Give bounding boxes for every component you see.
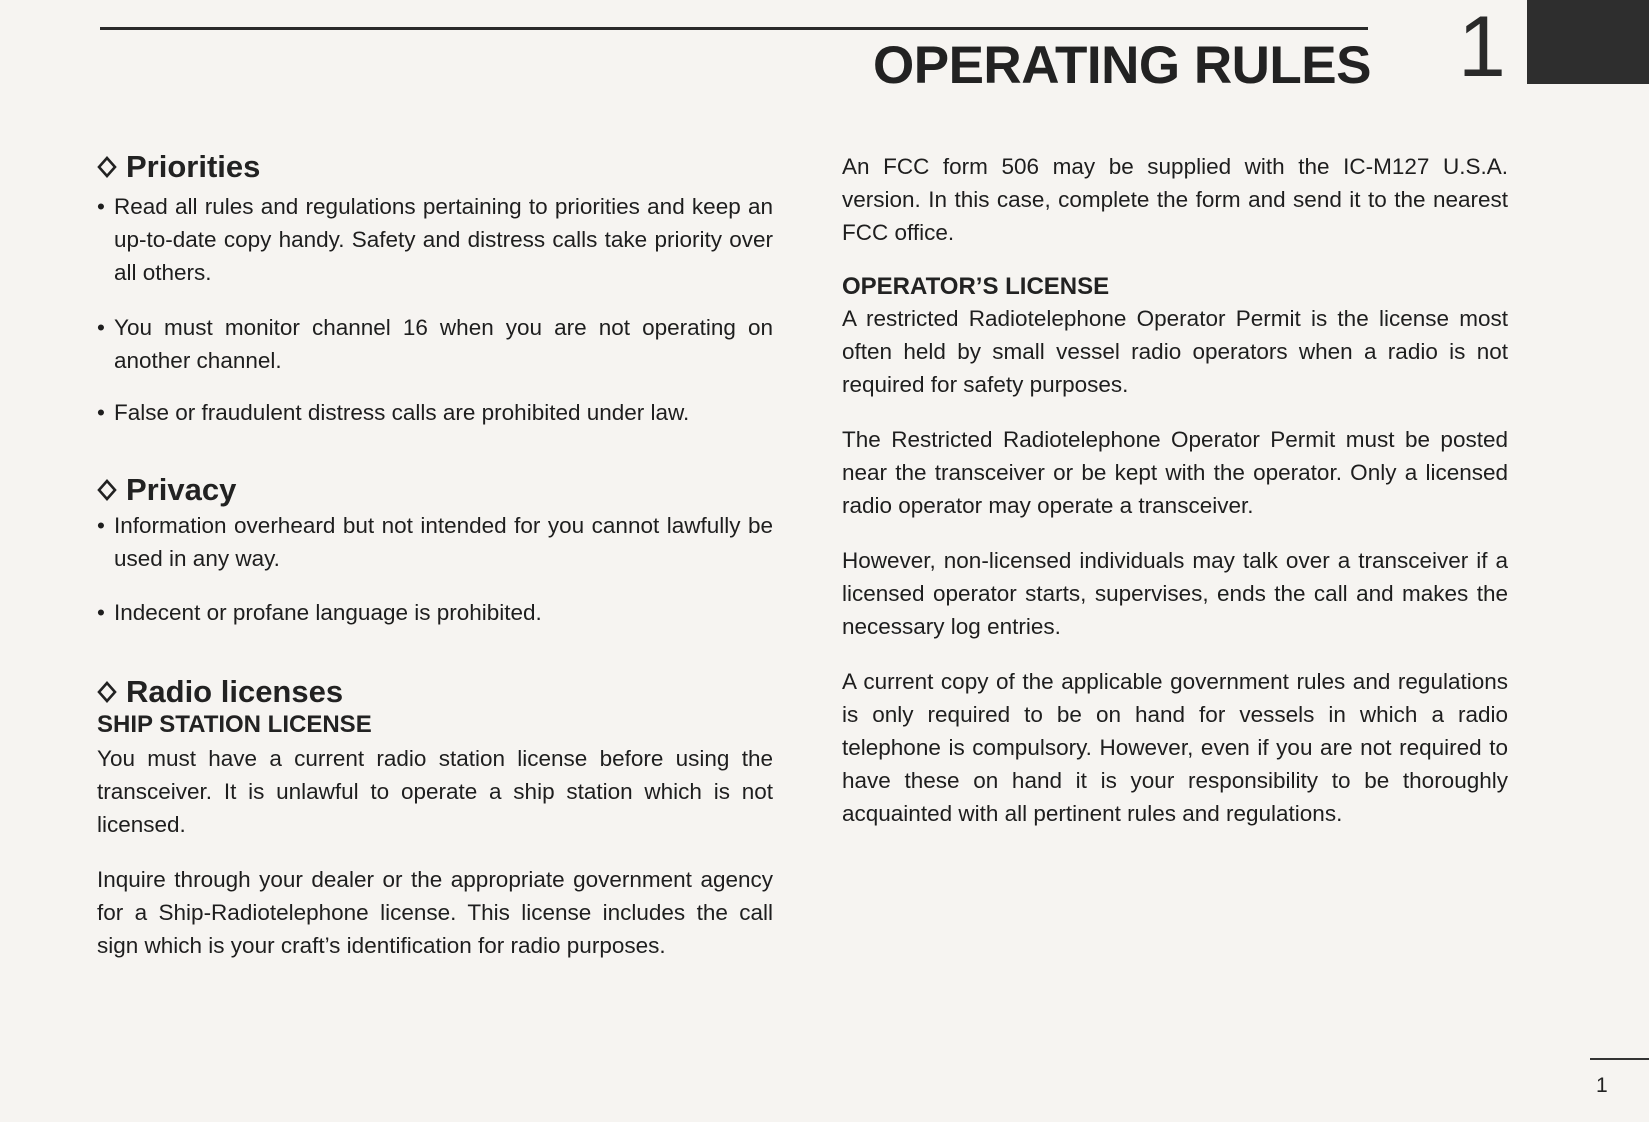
- page-title: OPERATING RULES: [873, 36, 1371, 95]
- privacy-section: [97, 473, 773, 629]
- privacy-heading-text: Privacy: [126, 472, 237, 508]
- chapter-number: 1: [1458, 0, 1506, 95]
- list-item: • Read all rules and regulations pertaining to priorities and keep an up-to-date copy handy. Safety and distress calls take priority over all others.: [97, 190, 773, 289]
- footer-rule: [1590, 1058, 1649, 1060]
- diamond-bullet-icon: [97, 681, 117, 703]
- radio-licenses-heading: [97, 675, 773, 709]
- diamond-bullet-icon: [97, 479, 117, 501]
- ship-station-license-subheading: SHIP STATION LICENSE: [97, 711, 372, 739]
- fcc-form-paragraph: An FCC form 506 may be supplied with the IC-M127 U.S.A. version. In this case, complete the form and send it to the nearest FCC office.: [842, 154, 1508, 245]
- diamond-bullet-icon: [97, 156, 117, 178]
- header-rule: [100, 27, 1368, 30]
- page-number: 1: [1596, 1074, 1608, 1097]
- priorities-heading: [97, 150, 773, 184]
- radio-licenses-section: [97, 675, 773, 962]
- list-item: • You must monitor channel 16 when you are not operating on another channel.: [97, 311, 773, 377]
- list-item: • False or fraudulent distress calls are prohibited under law.: [97, 396, 773, 429]
- operator-paragraph-2: The Restricted Radiotelephone Operator Permit must be posted near the transceiver or be kept with the operator. Only a licensed radio operator may operate a transceiver.: [842, 427, 1508, 519]
- operator-paragraph-4: A current copy of the applicable government rules and regulations is only required to be on hand for vessels in which a radio telephone is compulsory. However, even if you are not required to have these on hand it is your responsibility to be thoroughly acquainted with all pertinent rules and regulations.: [842, 669, 1508, 827]
- priorities-section: [97, 150, 773, 429]
- priorities-list: [97, 190, 773, 429]
- radio-licenses-heading-text: Radio licenses: [126, 674, 344, 710]
- left-column: [97, 150, 773, 962]
- list-item: • Indecent or profane language is prohibited.: [97, 596, 773, 629]
- priorities-heading-text: Priorities: [126, 149, 261, 184]
- operator-license-subheading: OPERATOR’S LICENSE: [842, 273, 1110, 300]
- privacy-heading: [97, 473, 773, 507]
- right-column: [842, 150, 1508, 830]
- list-item: • Information overheard but not intended for you cannot lawfully be used in any way.: [97, 509, 773, 575]
- operator-paragraph-1: A restricted Radiotelephone Operator Permit is the license most often held by small vessel radio operators when a radio is not required for safety purposes.: [842, 306, 1508, 398]
- ship-station-paragraph-2: Inquire through your dealer or the appropriate government agency for a Ship-Radiotelephone license. This license includes the call sign which is your craft’s identification for radio purposes.: [97, 867, 773, 959]
- operator-paragraph-3: However, non-licensed individuals may talk over a transceiver if a licensed operator starts, supervises, ends the call and makes the necessary log entries.: [842, 548, 1508, 640]
- chapter-tab: [1527, 0, 1649, 84]
- ship-station-paragraph-1: You must have a current radio station license before using the transceiver. It is unlawful to operate a ship station which is not licensed.: [97, 746, 773, 838]
- privacy-list: [97, 509, 773, 629]
